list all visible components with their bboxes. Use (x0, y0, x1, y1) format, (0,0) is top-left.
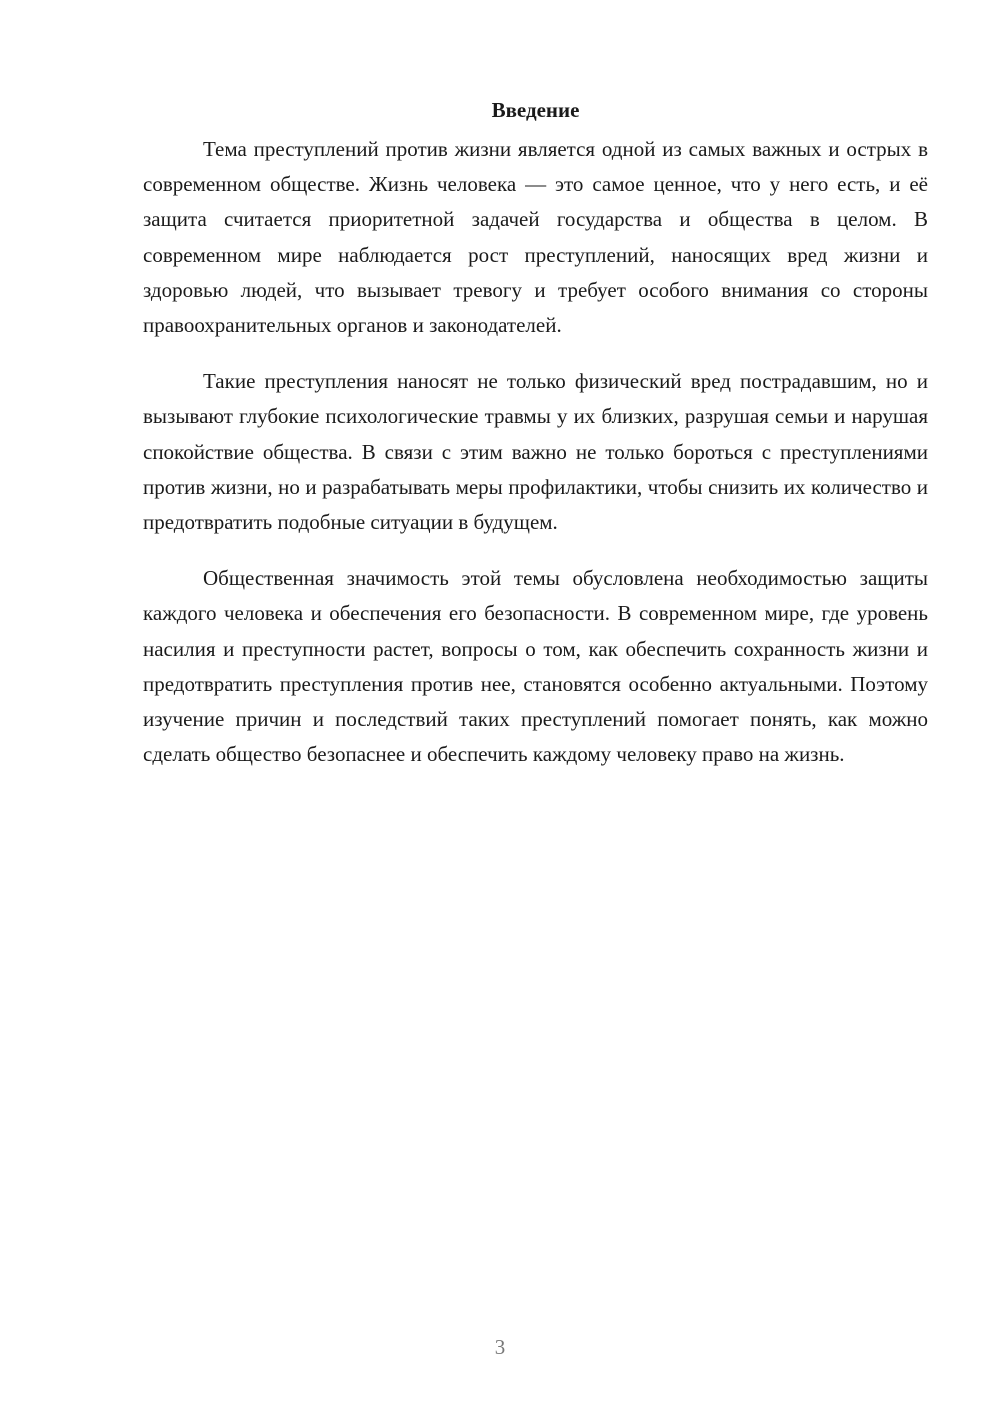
page-content (143, 96, 928, 793)
page-number: 3 (494, 1335, 506, 1359)
section-title: Введение (491, 98, 580, 122)
paragraph-2: Такие преступления наносят не только физический вред пострадавшим, но и вызывают глубокие психологические травмы у их близких, разрушая семьи и нарушая спокойствие общества. В связи с этим важно не только бороться с преступлениями против жизни, но и разрабатывать меры профилактики, чтобы снизить их количество и предотвратить подобные ситуации в будущем. (143, 369, 928, 535)
paragraph-3: Общественная значимость этой темы обусловлена необходимостью защиты каждого человека и обеспечения его безопасности. В современном мире, где уровень насилия и преступности растет, вопросы о том, как обеспечить сохранность жизни и предотвратить преступления против нее, становятся особенно актуальными. Поэтому изучение причин и последствий таких преступлений помогает понять, как можно сделать общество безопаснее и обеспечить каждому человеку право на жизнь. (143, 566, 928, 767)
paragraph-1: Тема преступлений против жизни является одной из самых важных и острых в современном обществе. Жизнь человека — это самое ценное, что у него есть, и её защита считается приоритетной задачей государства и общества в целом. В современном мире наблюдается рост преступлений, наносящих вред жизни и здоровью людей, что вызывает тревогу и требует особого внимания со стороны правоохранительных органов и законодателей. (143, 137, 928, 338)
